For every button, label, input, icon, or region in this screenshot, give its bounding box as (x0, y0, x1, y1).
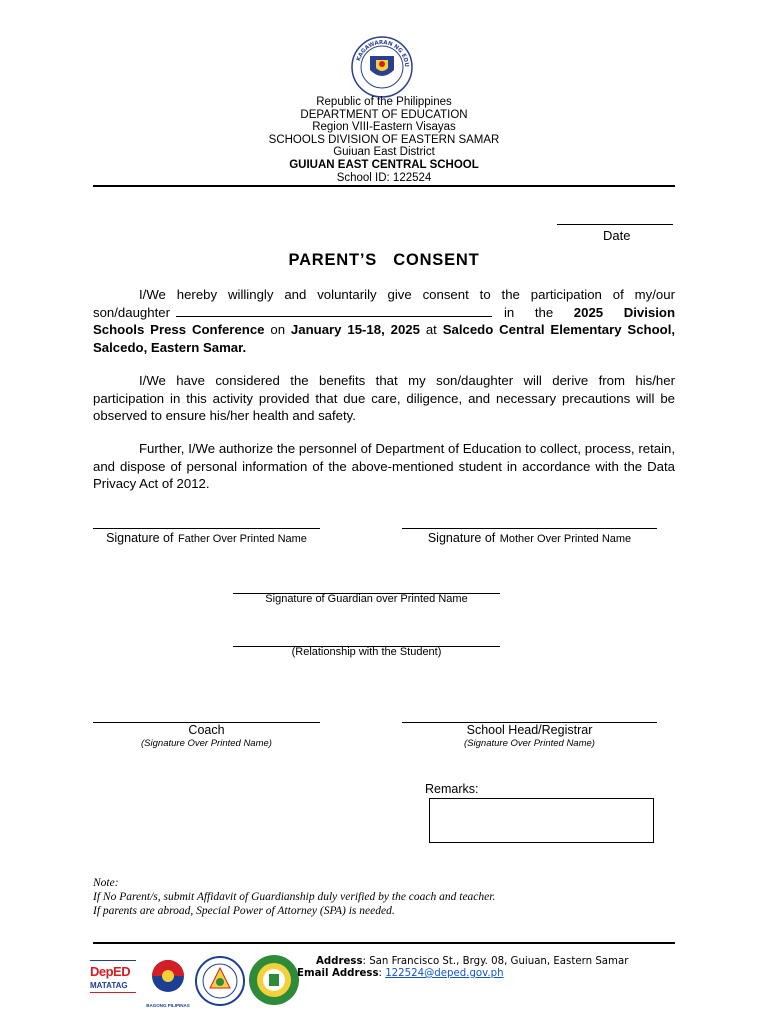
mother-signature-label (402, 529, 657, 547)
division-seal-logo (195, 956, 245, 1006)
school-name: GUIUAN EAST CENTRAL SCHOOL (289, 158, 479, 171)
school-address (316, 956, 628, 967)
event-venue: Salcedo Central Elementary School, Salcedo, Eastern Samar. (93, 322, 676, 355)
consent-text: I/We hereby willingly and voluntarily give consent to the participation of my/our son/daughter (93, 287, 675, 320)
header-line: Region VIII-Eastern Visayas (312, 121, 456, 134)
consent-text: on (270, 322, 286, 338)
signature-prefix: Signature of (106, 531, 174, 545)
privacy-text: Further, I/We authorize the personnel of Department of Education to collect, process, retain, and dispose of personal information of the above-mentioned student in accordance with the Data Privacy Act of 2012. (93, 441, 675, 492)
deped-matatag-logo (90, 960, 140, 1002)
school-head-label: School Head/Registrar (466, 723, 593, 737)
matatag-logo-text: MATATAG (90, 981, 128, 990)
consent-text: in the (504, 304, 554, 320)
benefits-text: I/We have considered the benefits that my son/daughter will derive from his/her participation in this activity provided that due care, diligence, and necessary precautions will be observed to ensure his/her health and safety. (93, 373, 675, 424)
page-title: PARENT’S CONSENT (288, 251, 480, 269)
remarks-box[interactable] (429, 798, 654, 843)
event-name: 2025 Division Schools Press Conference (93, 304, 675, 338)
signature-prefix: Signature of (427, 531, 496, 545)
signature-role: Mother Over Printed Name (499, 533, 632, 545)
note-label: Note: (93, 877, 119, 889)
letterhead (184, 96, 584, 184)
bagong-pilipinas-logo (145, 958, 191, 1008)
header-line: Republic of the Philippines (316, 96, 452, 108)
coach-sub-label: (Signature Over Printed Name) (141, 738, 272, 749)
school-email (297, 968, 504, 979)
address-label: Address (316, 956, 363, 967)
date-line (557, 224, 673, 225)
date-label: Date (603, 228, 631, 243)
deped-logo-text: DepED (90, 964, 131, 979)
header-line: Guiuan East District (333, 146, 435, 159)
school-seal-logo (248, 954, 300, 1006)
privacy-paragraph (93, 440, 675, 493)
svg-text:KAGAWARAN NG EDUKASYON: KAGAWARAN NG EDU (355, 39, 410, 68)
school-seal-icon (248, 954, 300, 1006)
note (93, 876, 495, 919)
note-line: If No Parent/s, submit Affidavit of Guardianship duly verified by the coach and teacher. (93, 891, 496, 904)
email-label: Email Address (297, 968, 379, 979)
school-head-sub-label: (Signature Over Printed Name) (464, 738, 595, 749)
signature-role: Father Over Printed Name (177, 533, 307, 545)
father-signature-label (93, 529, 320, 547)
benefits-paragraph (93, 372, 675, 425)
bagong-pilipinas-text: BAGONG PILIPINAS (146, 1003, 190, 1008)
guardian-signature-label: Signature of Guardian over Printed Name (265, 593, 468, 605)
footer-divider (93, 942, 675, 944)
consent-paragraph (93, 286, 675, 356)
bagong-pilipinas-icon (145, 958, 191, 998)
header-line: SCHOOLS DIVISION OF EASTERN SAMAR (268, 133, 500, 146)
remarks-label: Remarks: (425, 782, 479, 796)
header-line: DEPARTMENT OF EDUCATION (300, 108, 468, 121)
note-line: If parents are abroad, Special Power of Attorney (SPA) is needed. (93, 905, 395, 918)
header-divider (93, 185, 675, 187)
address-value: : San Francisco St., Brgy. 08, Guiuan, Eastern Samar (362, 956, 629, 967)
coach-label: Coach (188, 723, 225, 737)
division-seal-icon (195, 956, 245, 1006)
event-date: January 15-18, 2025 (290, 322, 420, 338)
consent-text: at (425, 322, 437, 338)
email-link[interactable]: 122524@deped.gov.ph (385, 968, 504, 979)
relationship-label: (Relationship with the Student) (291, 646, 442, 658)
school-id: School ID: 122524 (336, 171, 432, 184)
deped-seal-icon (351, 36, 413, 98)
email-separator: : (378, 968, 386, 979)
student-name-line (176, 306, 492, 317)
